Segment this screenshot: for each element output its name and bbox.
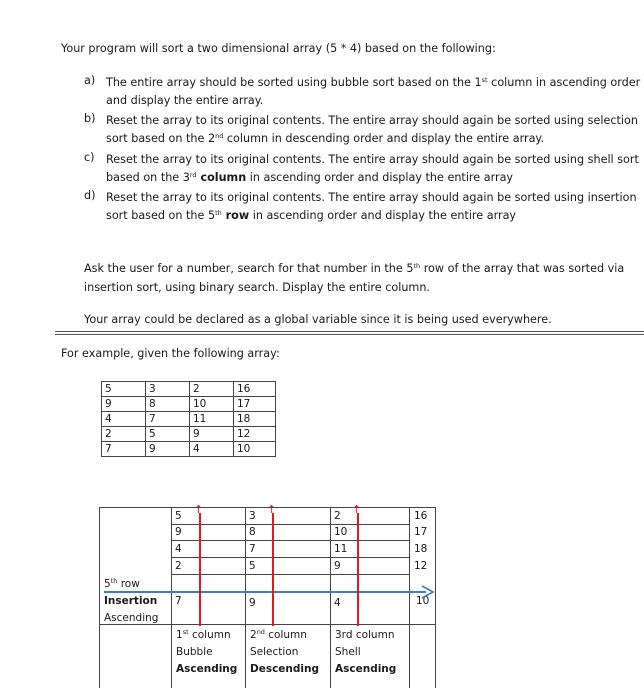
ask-line-1: Ask the user for a number, search for that number in the 5th row of the array that was sorted via xyxy=(84,262,625,275)
column-arrow-line xyxy=(272,513,274,626)
grid-cell: 2 xyxy=(334,510,341,522)
grid-cell: 16 xyxy=(414,510,428,522)
col-label-1-line2: Bubble xyxy=(176,646,213,658)
col-label-2-line3: Descending xyxy=(250,663,320,675)
list-label: d) xyxy=(84,189,96,202)
grid-cell: 3 xyxy=(249,510,256,522)
intro-text: Your program will sort a two dimensional array (5 * 4) based on the following: xyxy=(61,42,496,55)
column-arrow-line xyxy=(357,513,359,626)
arrow-right-icon xyxy=(420,585,436,599)
grid-cell: 9 xyxy=(175,526,182,538)
grid-cell: 9 xyxy=(334,560,341,572)
row5-cell: 10 xyxy=(416,595,430,607)
table-row xyxy=(102,382,276,397)
example-label: For example, given the following array: xyxy=(61,347,280,360)
col-label-3-line1: 3rd column xyxy=(335,629,395,641)
grid-line xyxy=(409,507,410,688)
row-arrow-line xyxy=(104,591,426,593)
grid-cell: 17 xyxy=(414,526,428,538)
table-cell: 5 xyxy=(102,382,146,397)
table-cell: 10 xyxy=(190,397,234,412)
grid-cell: 2 xyxy=(175,560,182,572)
table-cell: 11 xyxy=(190,412,234,427)
table-cell: 12 xyxy=(234,427,276,442)
column-arrow-line xyxy=(199,513,201,626)
ask-line-2: insertion sort, using binary search. Display the entire column. xyxy=(84,281,430,294)
divider xyxy=(55,331,644,332)
col-label-1-line1: 1st column xyxy=(176,628,231,641)
example-array-table xyxy=(101,381,276,457)
grid-line xyxy=(171,540,409,541)
arrow-up-icon: ↑ xyxy=(352,503,362,516)
row5-label-line3: Ascending xyxy=(104,612,159,624)
grid-cell: 8 xyxy=(249,526,256,538)
grid-cell: 18 xyxy=(414,543,428,555)
row5-label-line1: 5th row xyxy=(104,577,140,590)
grid-line xyxy=(171,524,409,525)
global-note: Your array could be declared as a global variable since it is being used everywhere. xyxy=(84,313,552,326)
table-cell: 18 xyxy=(234,412,276,427)
table-cell: 3 xyxy=(146,382,190,397)
table-row xyxy=(102,397,276,412)
grid-cell: 11 xyxy=(334,543,348,555)
table-cell: 4 xyxy=(190,442,234,457)
table-cell: 9 xyxy=(102,397,146,412)
list-label: c) xyxy=(84,151,95,164)
arrow-up-icon: ↑ xyxy=(194,503,204,516)
grid-cell: 5 xyxy=(249,560,256,572)
grid-cell: 4 xyxy=(175,543,182,555)
row5-cell: 7 xyxy=(175,595,182,607)
row5-label-line2: Insertion xyxy=(104,595,158,607)
table-cell: 10 xyxy=(234,442,276,457)
table-row xyxy=(102,442,276,457)
table-cell: 9 xyxy=(146,442,190,457)
table-row xyxy=(102,427,276,442)
table-cell: 4 xyxy=(102,412,146,427)
grid-line xyxy=(171,557,409,558)
grid-cell: 12 xyxy=(414,560,428,572)
table-cell: 2 xyxy=(190,382,234,397)
table-cell: 17 xyxy=(234,397,276,412)
grid-line xyxy=(171,507,172,688)
col-label-3-line3: Ascending xyxy=(335,663,397,675)
table-cell: 8 xyxy=(146,397,190,412)
col-label-1-line3: Ascending xyxy=(176,663,238,675)
list-label: b) xyxy=(84,112,96,125)
table-cell: 7 xyxy=(102,442,146,457)
row5-cell: 4 xyxy=(334,597,341,609)
grid-cell: 5 xyxy=(175,510,182,522)
table-cell: 5 xyxy=(146,427,190,442)
table-cell: 7 xyxy=(146,412,190,427)
grid-line xyxy=(330,507,331,688)
table-cell: 2 xyxy=(102,427,146,442)
grid-line xyxy=(171,574,409,575)
col-label-2-line2: Selection xyxy=(250,646,299,658)
grid-line xyxy=(245,507,246,688)
col-label-3-line2: Shell xyxy=(335,646,361,658)
table-cell: 9 xyxy=(190,427,234,442)
divider xyxy=(55,334,644,335)
list-label: a) xyxy=(84,74,96,87)
grid-cell: 7 xyxy=(249,543,256,555)
col-label-2-line1: 2nd column xyxy=(250,628,307,641)
grid-cell: 10 xyxy=(334,526,348,538)
table-cell: 16 xyxy=(234,382,276,397)
arrow-up-icon: ↑ xyxy=(267,503,277,516)
table-row xyxy=(102,412,276,427)
row5-cell: 9 xyxy=(249,597,256,609)
